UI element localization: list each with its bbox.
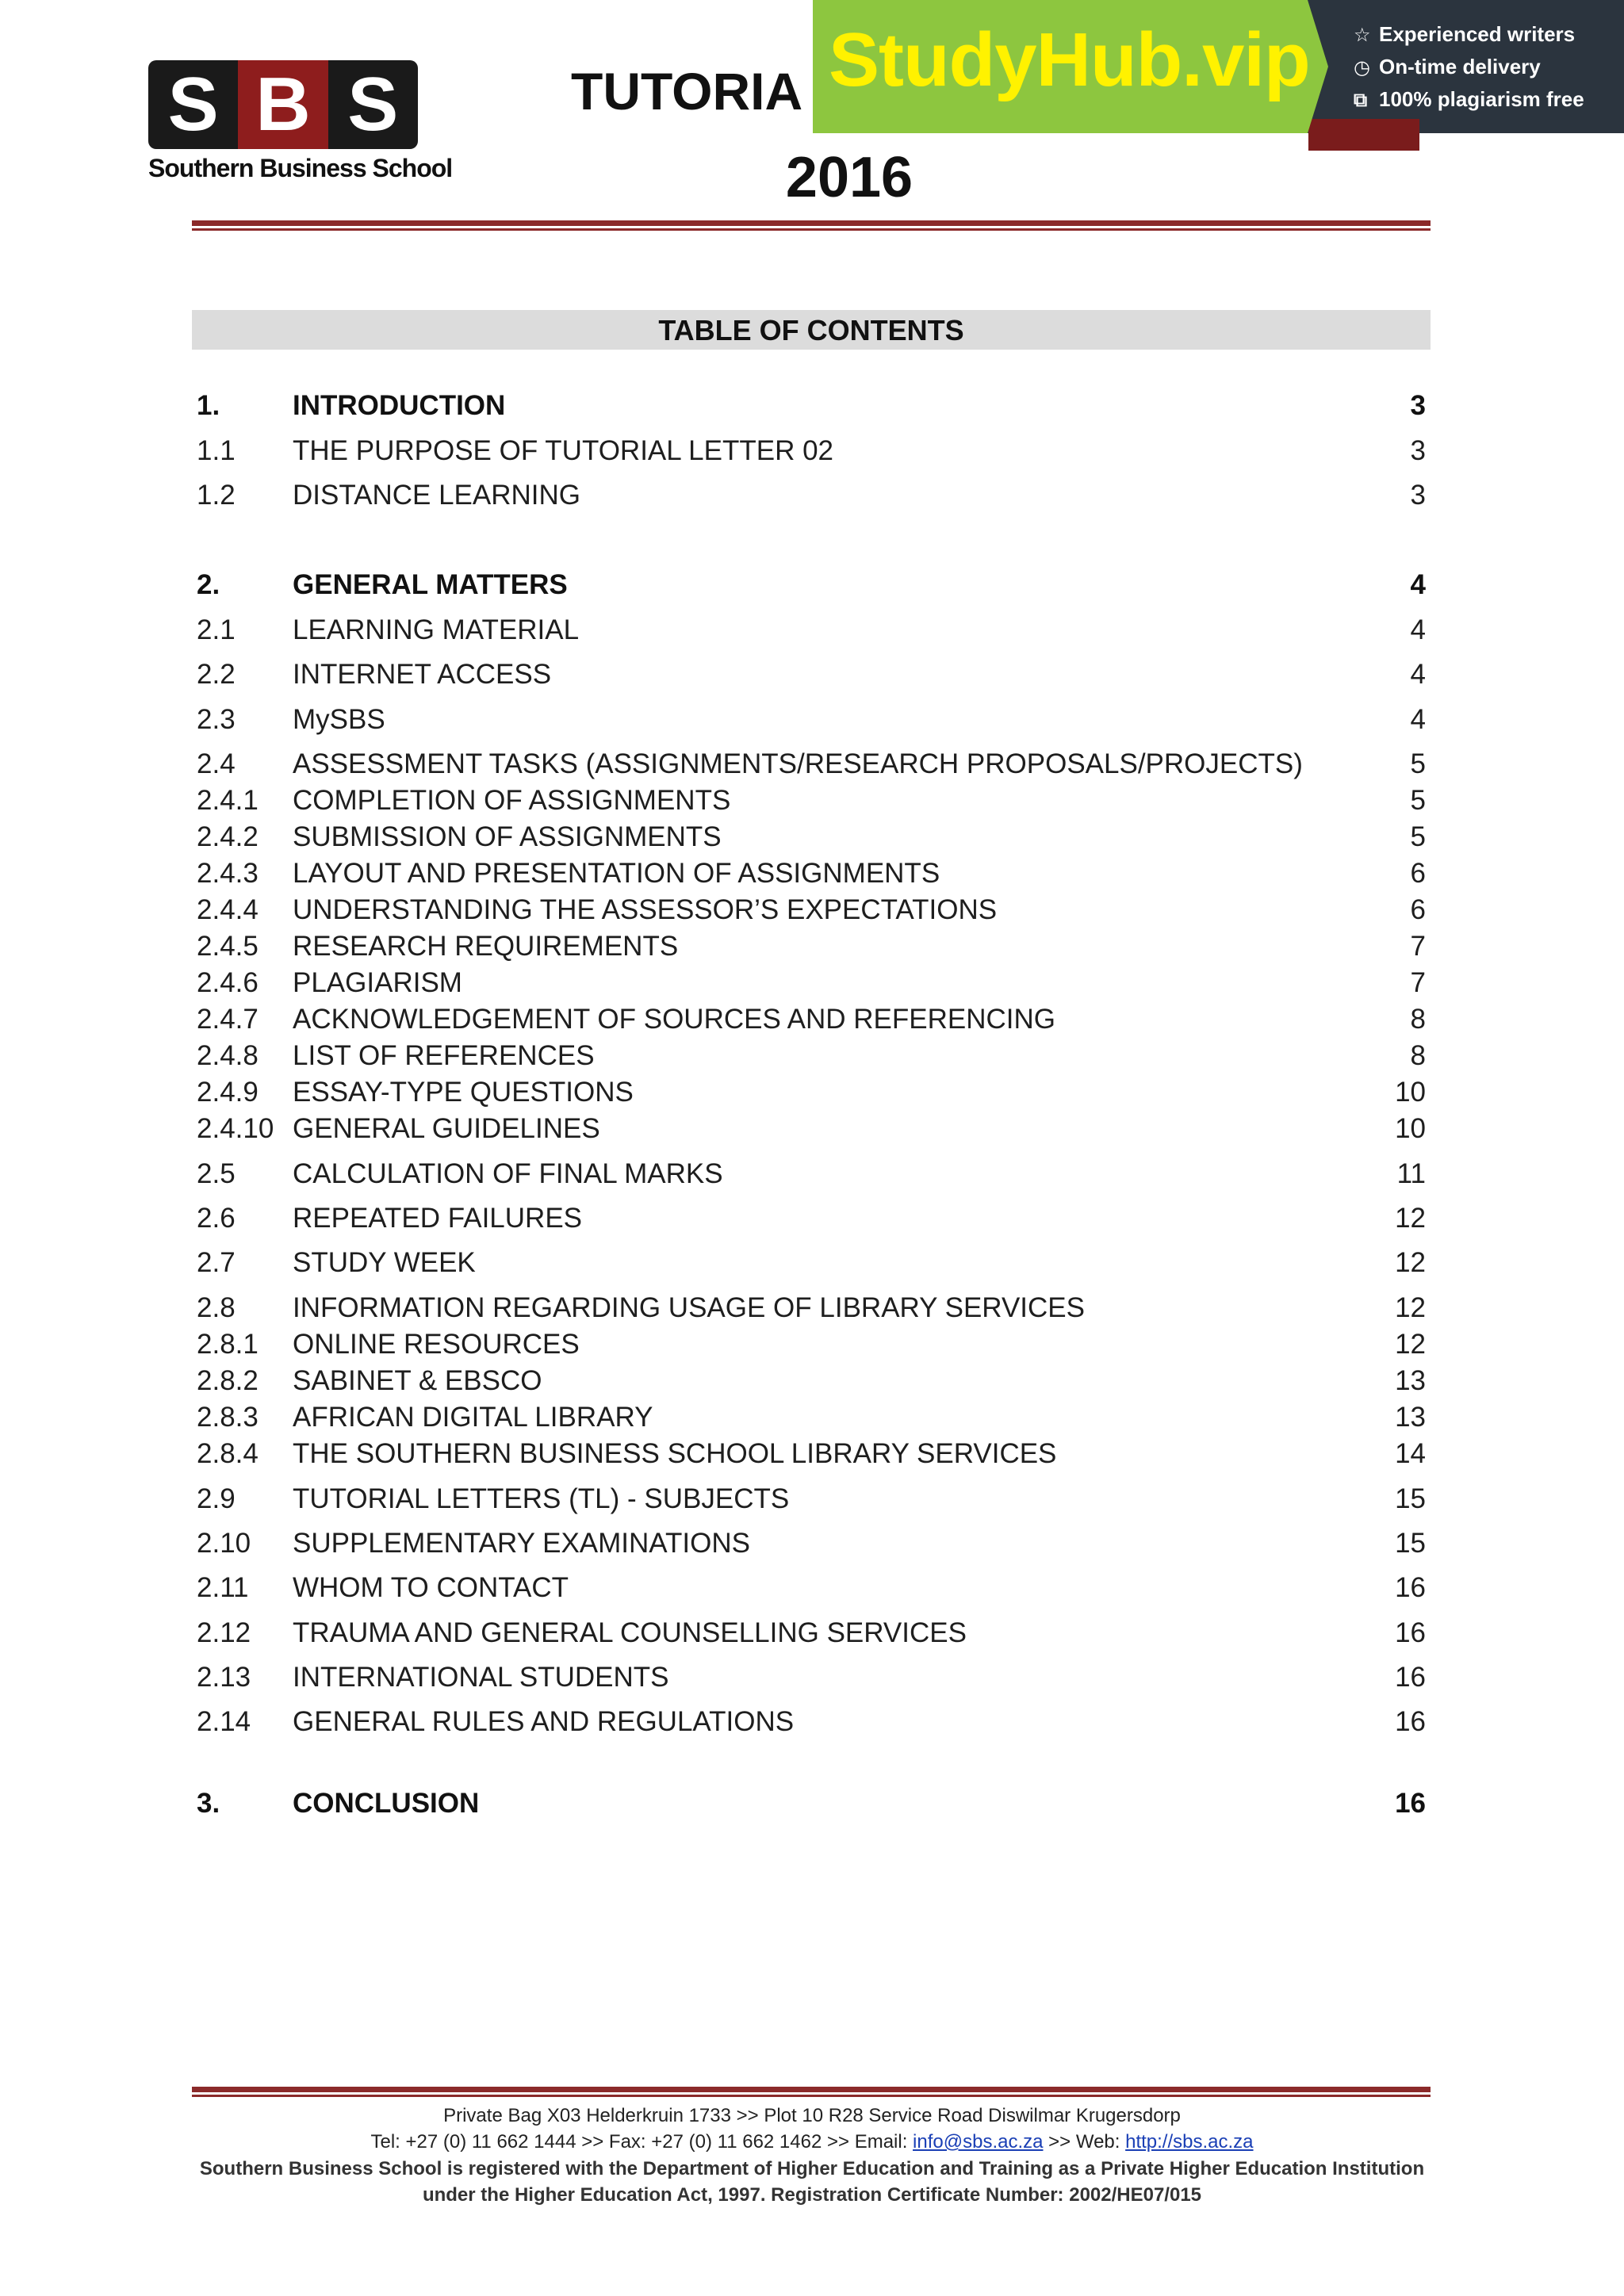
toc-entry[interactable] [197, 1004, 1426, 1035]
toc-entry-page: 10 [1395, 1077, 1426, 1108]
toc-entry[interactable] [197, 821, 1426, 853]
toc-entry-number: 2.6 [197, 1203, 236, 1234]
toc-entry-page: 5 [1410, 785, 1426, 816]
toc-entry-number: 1.2 [197, 480, 236, 511]
toc-entry-title: ONLINE RESOURCES [293, 1329, 580, 1360]
logo-letter-b: B [238, 60, 327, 149]
toc-entry-number: 2.3 [197, 704, 236, 735]
toc-entry-page: 7 [1410, 967, 1426, 998]
toc-entry-title: STUDY WEEK [293, 1247, 476, 1278]
toc-entry-page: 12 [1395, 1292, 1426, 1323]
toc-entry-title: RESEARCH REQUIREMENTS [293, 931, 679, 962]
toc-entry[interactable] [197, 1292, 1426, 1324]
toc-entry-title: INTERNET ACCESS [293, 659, 552, 690]
toc-entry[interactable] [197, 1402, 1426, 1433]
toc-entry-title: THE SOUTHERN BUSINESS SCHOOL LIBRARY SERVICES [293, 1438, 1057, 1469]
toc-entry-page: 12 [1395, 1203, 1426, 1234]
logo-letter-s2: S [328, 60, 418, 149]
toc-entry-title: GENERAL GUIDELINES [293, 1113, 600, 1144]
footer-contact: Tel: +27 (0) 11 662 1444 >> Fax: +27 (0) 11 662 1462 >> Email: info@sbs.ac.za >> Web: http://sbs.ac.za [370, 2131, 1254, 2152]
toc-entry-title: THE PURPOSE OF TUTORIAL LETTER 02 [293, 435, 834, 466]
toc-entry-title: INTRODUCTION [293, 390, 506, 421]
toc-entry[interactable] [197, 1706, 1426, 1738]
toc-entry-title: LEARNING MATERIAL [293, 614, 580, 645]
toc-entry-page: 6 [1410, 858, 1426, 889]
toc-entry-number: 2.9 [197, 1483, 236, 1514]
toc-entry-number: 2.8.1 [197, 1329, 259, 1360]
footer-address: Private Bag X03 Helderkruin 1733 >> Plot 10 R28 Service Road Diswilmar Krugersdorp [443, 2105, 1181, 2126]
toc-entry-number: 2.4.1 [197, 785, 259, 816]
toc-entry-number: 2.12 [197, 1617, 251, 1648]
toc-entry[interactable] [197, 659, 1426, 691]
toc-entry[interactable] [197, 1788, 1426, 1820]
toc-entry-number: 2.1 [197, 614, 236, 645]
toc-entry-number: 2.14 [197, 1706, 251, 1737]
toc-entry-page: 5 [1410, 748, 1426, 779]
toc-entry[interactable] [197, 785, 1426, 817]
banner-feature-writers: ☆ Experienced writers [1354, 22, 1576, 46]
toc-entry[interactable] [197, 894, 1426, 926]
toc-entry-title: SUBMISSION OF ASSIGNMENTS [293, 821, 722, 852]
footer-email-link[interactable]: info@sbs.ac.za [913, 2131, 1044, 2152]
copy-icon: ⧉ [1354, 90, 1368, 111]
star-icon: ☆ [1354, 25, 1371, 46]
toc-entry-title: COMPLETION OF ASSIGNMENTS [293, 785, 731, 816]
toc-entry-number: 2.8.3 [197, 1402, 259, 1433]
logo-tagline: Southern Business School [148, 154, 453, 182]
toc-entry-page: 12 [1395, 1247, 1426, 1278]
toc-entry-title: INTERNATIONAL STUDENTS [293, 1662, 669, 1693]
toc-entry[interactable] [197, 1662, 1426, 1693]
toc-entry-title: TUTORIAL LETTERS (TL) - SUBJECTS [293, 1483, 790, 1514]
toc-entry-page: 16 [1395, 1706, 1426, 1737]
toc-entry-title: ACKNOWLEDGEMENT OF SOURCES AND REFERENCING [293, 1004, 1055, 1035]
toc-entry-number: 2.4.3 [197, 858, 259, 889]
toc-entry-title: MySBS [293, 704, 385, 735]
toc-entry-page: 6 [1410, 894, 1426, 925]
toc-entry-page: 16 [1395, 1572, 1426, 1603]
toc-entry[interactable] [197, 614, 1426, 646]
toc-entry-page: 14 [1395, 1438, 1426, 1469]
footer-registration-line-1: Southern Business School is registered with the Department of Higher Education and Training as a Private Higher Education Institution [199, 2158, 1425, 2179]
toc-entry[interactable] [197, 1203, 1426, 1234]
toc-entry-title: GENERAL MATTERS [293, 569, 568, 600]
footer-rule [192, 2087, 1431, 2097]
banner-feature-delivery: ◷ On-time delivery [1354, 55, 1541, 78]
toc-entry-page: 3 [1410, 435, 1426, 466]
toc-entry-number: 1.1 [197, 435, 236, 466]
toc-entry-page: 16 [1395, 1788, 1426, 1819]
toc-entry-number: 2.10 [197, 1528, 251, 1559]
toc-entry-number: 2.5 [197, 1158, 236, 1189]
toc-entry-title: CALCULATION OF FINAL MARKS [293, 1158, 723, 1189]
toc-entry-page: 8 [1410, 1004, 1426, 1035]
clock-icon: ◷ [1354, 57, 1370, 78]
document-title: TUTORIA [571, 62, 803, 121]
toc-entry-page: 8 [1410, 1040, 1426, 1071]
toc-entry-number: 2.4.7 [197, 1004, 259, 1035]
toc-entry[interactable] [197, 1528, 1426, 1559]
toc-entry-page: 15 [1395, 1528, 1426, 1559]
toc-entry[interactable] [197, 748, 1426, 780]
toc-entry-page: 4 [1410, 614, 1426, 645]
logo-letter-s1: S [148, 60, 238, 149]
toc-entry-page: 12 [1395, 1329, 1426, 1360]
banner-brand[interactable]: StudyHub.vip [829, 17, 1310, 102]
toc-entry-title: INFORMATION REGARDING USAGE OF LIBRARY SERVICES [293, 1292, 1085, 1323]
toc-entry-page: 3 [1410, 480, 1426, 511]
toc-entry-number: 2.4.10 [197, 1113, 274, 1144]
footer-web-link[interactable]: http://sbs.ac.za [1125, 2131, 1254, 2152]
toc-heading: TABLE OF CONTENTS [192, 310, 1431, 350]
toc-entry-page: 10 [1395, 1113, 1426, 1144]
toc-entry[interactable] [197, 858, 1426, 890]
toc-entry-number: 2.8.4 [197, 1438, 259, 1469]
banner-feature-plagiarism: ⧉ 100% plagiarism free [1354, 87, 1584, 111]
toc-entry[interactable] [197, 1077, 1426, 1108]
toc-entry[interactable] [197, 931, 1426, 962]
toc-entry-number: 2.8 [197, 1292, 236, 1323]
toc-entry-number: 2.11 [197, 1572, 249, 1603]
toc-entry-page: 4 [1410, 659, 1426, 690]
toc-entry-title: REPEATED FAILURES [293, 1203, 583, 1234]
toc-entry-number: 2.4 [197, 748, 236, 779]
toc-entry-title: ESSAY-TYPE QUESTIONS [293, 1077, 634, 1108]
toc-entry-title: CONCLUSION [293, 1788, 480, 1819]
toc-entry-title: TRAUMA AND GENERAL COUNSELLING SERVICES [293, 1617, 967, 1648]
toc-entry[interactable] [197, 1113, 1426, 1145]
toc-entry-title: GENERAL RULES AND REGULATIONS [293, 1706, 795, 1737]
toc-entry-page: 13 [1395, 1402, 1426, 1433]
toc-entry[interactable] [197, 967, 1426, 999]
toc-entry[interactable] [197, 435, 1426, 467]
toc-entry[interactable] [197, 704, 1426, 736]
document-year: 2016 [785, 146, 914, 209]
toc-entry-page: 11 [1396, 1158, 1426, 1189]
toc-entry-number: 2.8.2 [197, 1365, 259, 1396]
toc-entry-number: 2.4.4 [197, 894, 259, 925]
toc-entry-page: 16 [1395, 1617, 1426, 1648]
toc-entry-page: 7 [1410, 931, 1426, 962]
toc-entry[interactable] [197, 1247, 1426, 1279]
toc-entry-title: DISTANCE LEARNING [293, 480, 581, 511]
toc-entry[interactable] [197, 1040, 1426, 1072]
toc-entry-page: 16 [1395, 1662, 1426, 1693]
toc-entry[interactable] [197, 1617, 1426, 1649]
toc-entry-title: LIST OF REFERENCES [293, 1040, 595, 1071]
toc-entry-title: PLAGIARISM [293, 967, 462, 998]
toc-entry[interactable] [197, 569, 1426, 601]
toc-entry-number: 2.4.5 [197, 931, 259, 962]
toc-entry[interactable] [197, 480, 1426, 511]
toc-entry-page: 5 [1410, 821, 1426, 852]
toc-entry[interactable] [197, 1329, 1426, 1360]
toc-entry-number: 2.13 [197, 1662, 251, 1693]
toc-entry-page: 4 [1410, 704, 1426, 735]
toc-entry-title: AFRICAN DIGITAL LIBRARY [293, 1402, 653, 1433]
toc-entry-number: 2.7 [197, 1247, 236, 1278]
toc-entry[interactable] [197, 1483, 1426, 1515]
toc-entry-title: WHOM TO CONTACT [293, 1572, 569, 1603]
toc-entry-title: ASSESSMENT TASKS (ASSIGNMENTS/RESEARCH PROPOSALS/PROJECTS) [293, 748, 1303, 779]
toc-entry-number: 2.4.6 [197, 967, 259, 998]
footer-registration-line-2: under the Higher Education Act, 1997. Registration Certificate Number: 2002/HE07/015 [422, 2184, 1202, 2206]
toc-entry-number: 1. [197, 390, 220, 421]
toc-entry[interactable] [197, 1572, 1426, 1604]
toc-entry[interactable] [197, 1438, 1426, 1470]
toc-entry-title: UNDERSTANDING THE ASSESSOR’S EXPECTATIONS [293, 894, 998, 925]
toc-entry-number: 2.4.9 [197, 1077, 259, 1108]
toc-entry-number: 3. [197, 1788, 220, 1819]
toc-entry-page: 4 [1410, 569, 1426, 600]
toc-entry[interactable] [197, 1158, 1426, 1190]
toc-entry-page: 15 [1395, 1483, 1426, 1514]
toc-entry-number: 2.4.8 [197, 1040, 259, 1071]
toc-entry-page: 13 [1395, 1365, 1426, 1396]
toc-entry-number: 2.2 [197, 659, 236, 690]
toc-entry-title: SABINET & EBSCO [293, 1365, 542, 1396]
toc-entry-number: 2.4.2 [197, 821, 259, 852]
toc-entry-page: 3 [1410, 390, 1426, 421]
toc-entry-title: SUPPLEMENTARY EXAMINATIONS [293, 1528, 750, 1559]
toc-entry-title: LAYOUT AND PRESENTATION OF ASSIGNMENTS [293, 858, 940, 889]
toc-entry[interactable] [197, 1365, 1426, 1397]
toc-entry-number: 2. [197, 569, 220, 600]
toc-entry[interactable] [197, 390, 1426, 422]
